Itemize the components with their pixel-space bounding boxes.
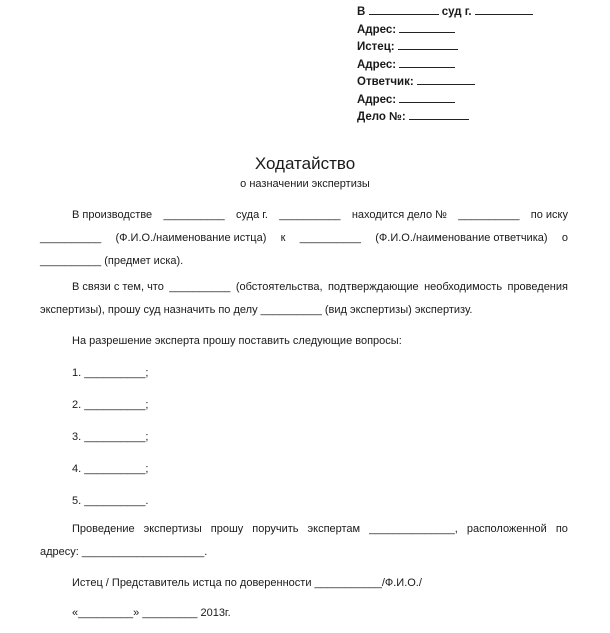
paragraph-line — [72, 276, 568, 299]
paragraph-line — [72, 518, 568, 541]
court-prefix: В — [357, 6, 366, 18]
text-fragment: экспертам — [307, 523, 361, 535]
text-fragment: поручить — [252, 523, 299, 535]
text-fragment: расположенной — [466, 523, 547, 535]
text-fragment: по — [555, 523, 568, 535]
text-fragment: прошу — [210, 523, 244, 535]
text-fragment: В связи с тем, что — [72, 281, 164, 293]
document-subtitle: о назначении экспертизы — [240, 178, 370, 190]
text-fragment: подтверждающие — [327, 281, 419, 293]
question-item: 1. __________; — [72, 367, 149, 379]
case-label: Дело №: — [357, 111, 406, 123]
blank-fragment: __________ — [279, 209, 341, 221]
paragraph-line: __________ (предмет иска). — [40, 255, 184, 267]
address-label: Адрес: — [357, 23, 397, 36]
text-fragment: экспертизы — [143, 523, 202, 535]
blank-line — [399, 57, 455, 68]
text-fragment: (обстоятельства, — [235, 281, 323, 293]
blank-line — [475, 4, 533, 15]
paragraph-line: На разрешение эксперта прошу поставить следующие вопросы: — [72, 335, 402, 347]
plaintiff-line — [357, 39, 607, 57]
text-fragment: проведения — [507, 281, 568, 293]
court-line — [357, 4, 607, 22]
text-fragment: (Ф.И.О./наименование истца) — [115, 232, 267, 244]
case-line — [357, 109, 607, 127]
blank-fragment: __________ — [40, 232, 102, 244]
plaintiff-label: Истец: — [357, 41, 395, 53]
text-fragment: необходимость — [424, 281, 503, 293]
text-fragment: к — [280, 232, 286, 244]
text-fragment: по иску — [530, 209, 568, 221]
question-item: 2. __________; — [72, 399, 149, 411]
blank-fragment: __________ — [458, 209, 520, 221]
blank-line — [398, 39, 458, 50]
blank-fragment: __________ — [169, 281, 231, 293]
address-label: Адрес: — [357, 58, 397, 71]
text-fragment: суда г. — [236, 209, 268, 221]
blank-line — [409, 109, 469, 120]
blank-line — [369, 4, 439, 15]
blank-fragment: __________ — [299, 232, 361, 244]
paragraph-line: адресу: ____________________. — [40, 546, 208, 558]
address-label: Адрес: — [357, 93, 397, 106]
court-header — [357, 4, 607, 127]
text-fragment: Проведение — [72, 523, 135, 535]
document-title: Ходатайство — [254, 154, 356, 173]
question-item: 4. __________; — [72, 463, 149, 475]
blank-fragment: ______________, — [369, 523, 458, 535]
paragraph-line — [40, 227, 568, 250]
question-item: 3. __________; — [72, 431, 149, 443]
defendant-line — [357, 74, 607, 92]
signature-line: Истец / Представитель истца по доверенности ___________/Ф.И.О./ — [72, 577, 422, 589]
date-line: «_________» _________ 2013г. — [72, 607, 231, 619]
text-fragment: (Ф.И.О./наименование ответчика) — [375, 232, 548, 244]
defendant-label: Ответчик: — [357, 76, 414, 88]
blank-fragment: __________ — [163, 209, 225, 221]
paragraph-line: экспертизы), прошу суд назначить по делу __________ (вид экспертизы) экспертизу. — [40, 304, 473, 316]
blank-line — [399, 22, 455, 33]
paragraph-line — [72, 204, 568, 227]
address-line — [357, 57, 607, 75]
question-item: 5. __________. — [72, 495, 149, 507]
address-line — [357, 92, 607, 110]
court-city-label: суд г. — [441, 6, 472, 18]
blank-line — [399, 92, 455, 103]
text-fragment: находится дело № — [351, 209, 447, 221]
blank-line — [417, 74, 475, 85]
text-fragment: В производстве — [72, 209, 153, 221]
address-line — [357, 22, 607, 40]
text-fragment: о — [561, 232, 568, 244]
